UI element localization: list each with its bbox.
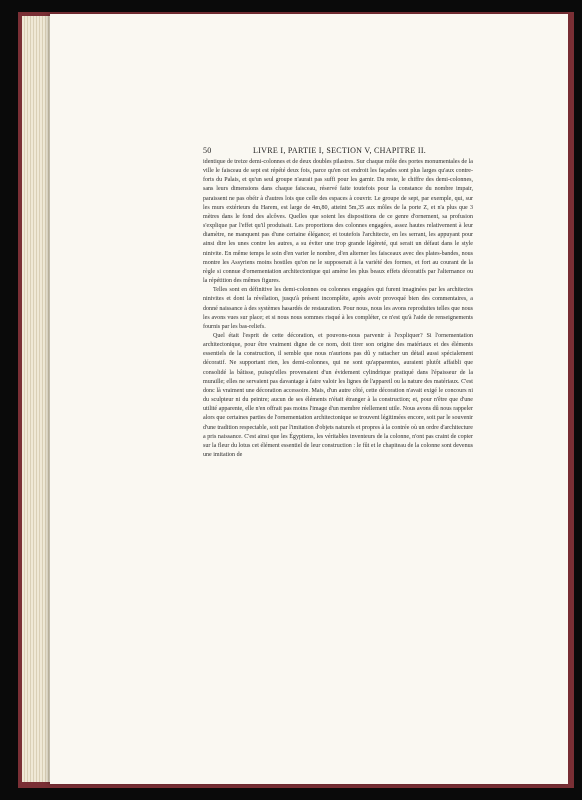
paragraph-1: identique de treize demi-colonnes et de deux doubles pilastres. Sur chaque môle des portes monumentales de la ville le faisceau de sept est répété deux fois, parce qu'en cet endroit les façades sont plus larges qu'aux contre-forts du Palais, et qu'un seul groupe n'aurait pas suffi pour les garnir. Du reste, le chiffre des demi-colonnes, sans leurs dimensions dans chaque faisceau, réservé faite toutefois pour la constance du nombre impair, paraissent ne pas obéir à d'autres lois que celle des espaces à couvrir. Le groupe de sept, par exemple, qui, sur les murs extérieurs du Harem, est large de 4m,80, atteint 5m,35 aux môles de la porte Z, et n'a plus que 3 mètres dans le fond des alcôves. Quelles que soient les dispositions de ce genre d'ornement, sa profusion s'explique par l'effet qu'il produisait. Les proportions des colonnes engagées, assez hautes relativement à leur diamètre, ne manquent pas d'une certaine élégance; et toutefois l'architecte, en les serrant, les appuyant pour ainsi dire les unes contre les autres, a su éviter une trop grande légèreté, qui serait un défaut dans le style ninivite. En même temps le soin d'en varier le nombre, d'en alterner les faisceaux avec des plates-bandes, nous montre les Assyriens moins hostiles qu'on ne le supposerait à la variété des formes, et fort au courant de la règle si connue d'ornementation architectonique qui amène les plus beaux effets décoratifs par l'alternance ou la répétition des mêmes figures.: [203, 159, 473, 285]
running-head: LIVRE I, PARTIE I, SECTION V, CHAPITRE II.: [253, 146, 427, 155]
body-text: [203, 158, 473, 460]
page-number: 50: [203, 146, 212, 155]
page-header: [203, 146, 473, 156]
paragraph-2: Telles sont en définitive les demi-colonnes ou colonnes engagées qui furent imaginées par les architectes ninivites et dont la révélation, jusqu'à présent incomplète, après avoir provoqué bien des commentaires, a donné naissance à des systèmes hasardés de restauration. Pour nous, nous les avons reproduites telles que nous les avons vues sur place; et si nous nous sommes risqué à les compléter, ce n'est qu'à l'aide de renseignements fournis par les bas-reliefs.: [203, 287, 473, 330]
paragraph-3: Quel était l'esprit de cette décoration, et pouvons-nous parvenir à l'expliquer? Si l'ornementation architectonique, pour être vraiment digne de ce nom, doit tirer son origine des matériaux et des éléments essentiels de la construction, il semble que nous n'aurions pas dû y rattacher un détail aussi spécialement décoratif. Ne supportant rien, les demi-colonnes, qui ne sont qu'apparentes, auraient plutôt affaibli que consolidé la bâtisse, puisqu'elles provenaient d'un évidement cylindrique pratiqué dans l'épaisseur de la muraille; elles ne servaient pas davantage à faire valoir les lignes de l'appareil ou la nature des matériaux. C'est donc là vraiment une décoration accessoire. Mais, d'un autre côté, cette décoration n'avait exigé le concours ni du sculpteur ni du peintre; aucun de ses éléments n'était étranger à la construction; et, pour n'être que d'une utilité apparente, elle n'en offrait pas moins l'image d'un membre réellement utile. Nous avons dû nous rappeler alors que certaines parties de l'ornementation architectonique se trouvent légitimées encore, soit par le souvenir d'une tradition respectable, soit par l'imitation d'objets naturels et propres à la contrée où un ordre d'architecture a pris naissance. C'est ainsi que les Égyptiens, les véritables inventeurs de la colonne, n'ont pas craint de copier sur la fleur du lotus cet élément essentiel de leur construction : le fût et le chapiteau de la colonne sont devenus une imitation de: [203, 332, 473, 458]
